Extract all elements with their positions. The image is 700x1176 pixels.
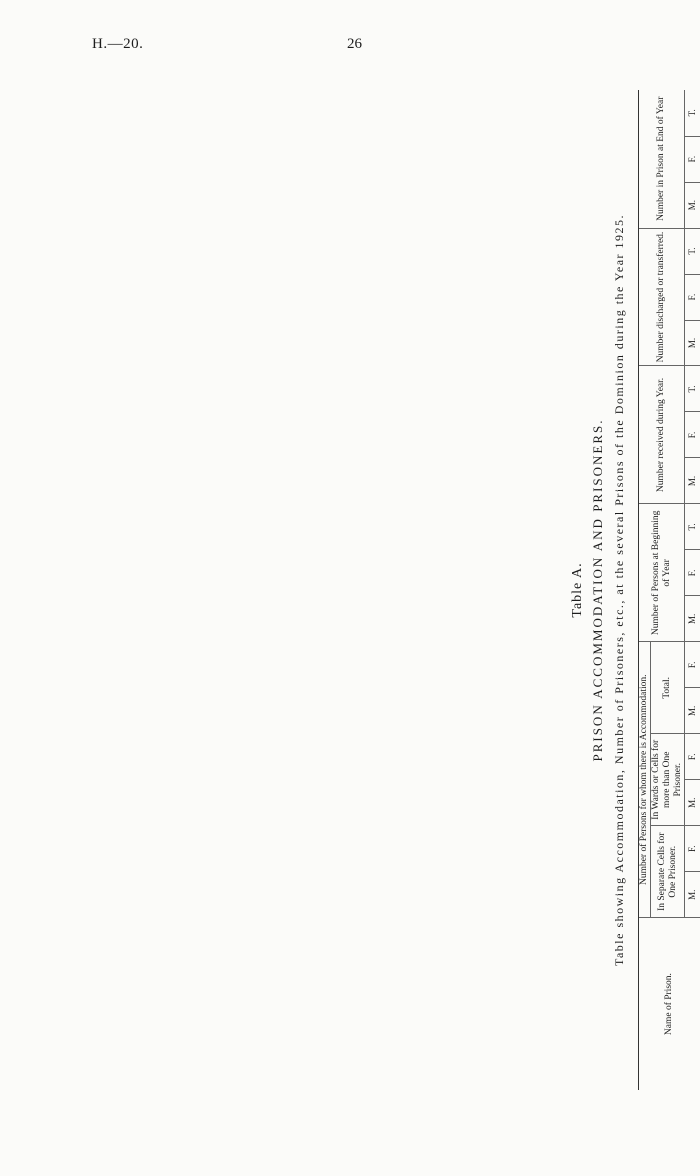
sub-f: F.	[685, 550, 700, 596]
received-header: Number received during Year.	[639, 366, 685, 504]
sub-f: F.	[685, 136, 700, 182]
report-reference: H.—20.	[92, 36, 144, 52]
sub-f: F.	[685, 412, 700, 458]
sub-t: T.	[685, 228, 700, 274]
table-title: Table A.	[570, 562, 585, 618]
sub-f: F.	[685, 274, 700, 320]
rotated-table-sheet	[570, 90, 700, 1090]
sub-f: F.	[685, 642, 700, 688]
beginning-header: Number of Persons at Beginning of Year	[639, 504, 685, 642]
sub-m: M.	[685, 320, 700, 366]
sub-m: M.	[685, 182, 700, 228]
sub-m: M.	[685, 458, 700, 504]
separate-cells-header: In Separate Cells for One Prisoner.	[651, 826, 685, 918]
sub-t: T.	[685, 504, 700, 550]
accommodation-group-header: Number of Persons for whom there is Accommodation.	[639, 642, 651, 918]
sub-f: F.	[685, 826, 700, 872]
table-caption: Table showing Accommodation, Number of Prisoners, etc., at the several Prisons of the Dominion during the Year 1925.	[612, 213, 626, 967]
sub-t: T.	[685, 90, 700, 136]
sub-m: M.	[685, 872, 700, 918]
end-of-year-header: Number in Prison at End of Year	[639, 90, 685, 228]
discharged-header: Number discharged or transferred.	[639, 228, 685, 366]
sub-t: T.	[685, 366, 700, 412]
total-accommodation-header: Total.	[651, 642, 685, 734]
sub-m: M.	[685, 780, 700, 826]
prison-table	[638, 90, 700, 1090]
table-subtitle: PRISON ACCOMMODATION AND PRISONERS.	[590, 418, 605, 762]
sub-f: F.	[685, 734, 700, 780]
sub-m: M.	[685, 596, 700, 642]
col-name-header: Name of Prison.	[639, 918, 700, 1090]
page-number: 26	[347, 36, 362, 52]
wards-header: In Wards or Cells for more than One Prisoner.	[651, 734, 685, 826]
sub-m: M.	[685, 688, 700, 734]
